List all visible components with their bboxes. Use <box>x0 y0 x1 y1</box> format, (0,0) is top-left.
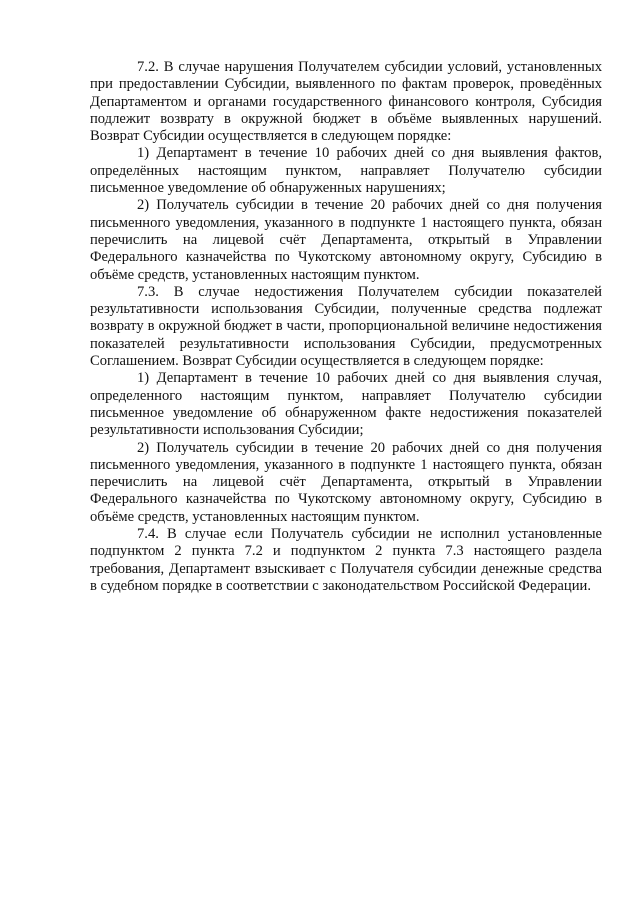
paragraph-7-3-item-1: 1) Департамент в течение 10 рабочих дней со дня выявления случая, определенного настоящим пунктом, направляет Получателю субсидии письменное уведомление об обнаруженном факте недостижения показателей результативности использования Субсидии; <box>90 370 602 439</box>
paragraph-7-2: 7.2. В случае нарушения Получателем субсидии условий, установленных при предоставлении Субсидии, выявленного по фактам проверок, проведённых Департаментом и органами государственного финансового контроля, Субсидия подлежит возврату в окружной бюджет в объёме выявленных нарушений. Возврат Субсидии осуществляется в следующем порядке: <box>90 59 602 145</box>
paragraph-7-3: 7.3. В случае недостижения Получателем субсидии показателей результативности использования Субсидии, полученные средства подлежат возврату в окружной бюджет в части, пропорциональной величине недостижения показателей результативности использования Субсидии, предусмотренных Соглашением. Возврат Субсидии осуществляется в следующем порядке: <box>90 283 602 370</box>
document-body <box>90 59 602 595</box>
paragraph-7-3-item-2: 2) Получатель субсидии в течение 20 рабочих дней со дня получения письменного уведомления, указанного в подпункте 1 настоящего пункта, обязан перечислить на лицевой счёт Департамента, открытый в Управлении Федерального казначейства по Чукотскому автономному округу, Субсидию в объёме средств, установленных настоящим пунктом. <box>90 439 602 525</box>
paragraph-7-4: 7.4. В случае если Получатель субсидии не исполнил установленные подпунктом 2 пункта 7.2 и подпунктом 2 пункта 7.3 настоящего раздела требования, Департамент взыскивает с Получателя субсидии денежные средства в судебном порядке в соответствии с законодательством Российской Федерации. <box>90 526 602 594</box>
paragraph-7-2-item-1: 1) Департамент в течение 10 рабочих дней со дня выявления фактов, определённых настоящим пунктом, направляет Получателю субсидии письменное уведомление об обнаруженных нарушениях; <box>90 145 602 197</box>
paragraph-7-2-item-2: 2) Получатель субсидии в течение 20 рабочих дней со дня получения письменного уведомления, указанного в подпункте 1 настоящего пункта, обязан перечислить на лицевой счёт Департамента, открытый в Управлении Федерального казначейства по Чукотскому автономному округу, Субсидию в объёме средств, установленных настоящим пунктом. <box>90 197 602 283</box>
